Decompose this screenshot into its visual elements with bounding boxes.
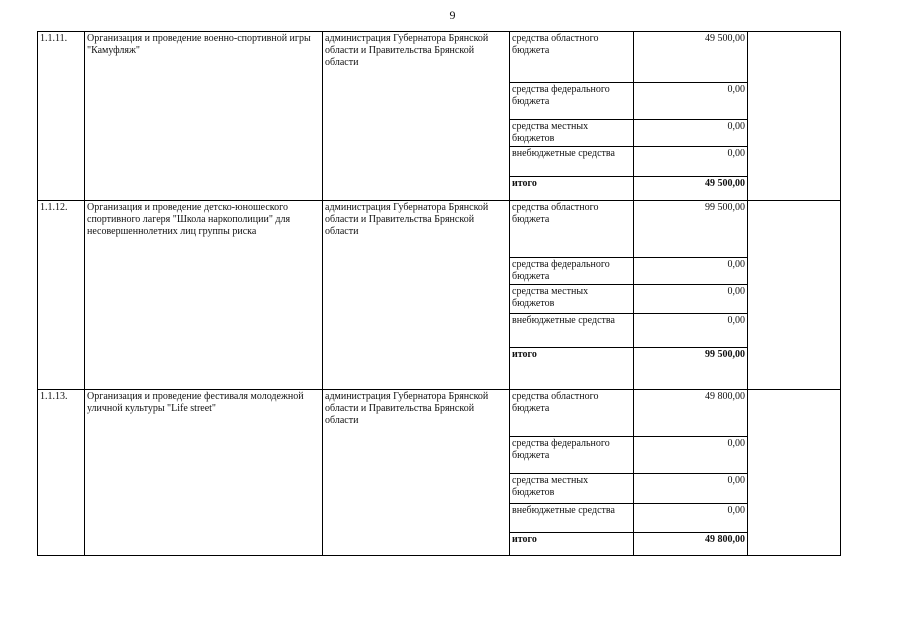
amount: 0,00 bbox=[634, 258, 748, 285]
empty-cell bbox=[748, 201, 841, 390]
funding-source: средства федерального бюджета bbox=[510, 83, 634, 120]
total-amount: 99 500,00 bbox=[634, 348, 748, 390]
amount: 0,00 bbox=[634, 437, 748, 474]
event-name: Организация и проведение детско-юношеского спортивного лагеря "Школа наркополиции" для несовершеннолетних лиц группы риска bbox=[85, 201, 323, 390]
program-table bbox=[37, 31, 841, 556]
funding-source: внебюджетные средства bbox=[510, 504, 634, 533]
total-amount: 49 800,00 bbox=[634, 533, 748, 556]
event-name: Организация и проведение военно-спортивной игры "Камуфляж" bbox=[85, 32, 323, 201]
amount: 0,00 bbox=[634, 120, 748, 147]
item-number: 1.1.13. bbox=[38, 390, 85, 556]
amount: 0,00 bbox=[634, 314, 748, 348]
amount: 0,00 bbox=[634, 147, 748, 177]
funding-source: средства местных бюджетов bbox=[510, 474, 634, 504]
funding-source: внебюджетные средства bbox=[510, 314, 634, 348]
event-name: Организация и проведение фестиваля молодежной уличной культуры "Life street" bbox=[85, 390, 323, 556]
amount: 49 500,00 bbox=[634, 32, 748, 83]
amount: 99 500,00 bbox=[634, 201, 748, 258]
table-row bbox=[38, 201, 841, 258]
amount: 0,00 bbox=[634, 83, 748, 120]
funding-source: средства областного бюджета bbox=[510, 201, 634, 258]
item-number: 1.1.11. bbox=[38, 32, 85, 201]
empty-cell bbox=[748, 390, 841, 556]
item-number: 1.1.12. bbox=[38, 201, 85, 390]
funding-source: средства местных бюджетов bbox=[510, 120, 634, 147]
funding-source: средства местных бюджетов bbox=[510, 285, 634, 314]
funding-source: средства федерального бюджета bbox=[510, 437, 634, 474]
funding-source: средства областного бюджета bbox=[510, 32, 634, 83]
table-row bbox=[38, 32, 841, 83]
amount: 0,00 bbox=[634, 474, 748, 504]
funding-source: средства федерального бюджета bbox=[510, 258, 634, 285]
table-row bbox=[38, 390, 841, 437]
funding-total-label: итого bbox=[510, 348, 634, 390]
executor: администрация Губернатора Брянской области и Правительства Брянской области bbox=[323, 201, 510, 390]
funding-total-label: итого bbox=[510, 177, 634, 201]
total-amount: 49 500,00 bbox=[634, 177, 748, 201]
executor: администрация Губернатора Брянской области и Правительства Брянской области bbox=[323, 32, 510, 201]
amount: 0,00 bbox=[634, 504, 748, 533]
amount: 49 800,00 bbox=[634, 390, 748, 437]
funding-total-label: итого bbox=[510, 533, 634, 556]
executor: администрация Губернатора Брянской области и Правительства Брянской области bbox=[323, 390, 510, 556]
page-number: 9 bbox=[449, 8, 456, 22]
amount: 0,00 bbox=[634, 285, 748, 314]
funding-source: средства областного бюджета bbox=[510, 390, 634, 437]
funding-source: внебюджетные средства bbox=[510, 147, 634, 177]
empty-cell bbox=[748, 32, 841, 201]
